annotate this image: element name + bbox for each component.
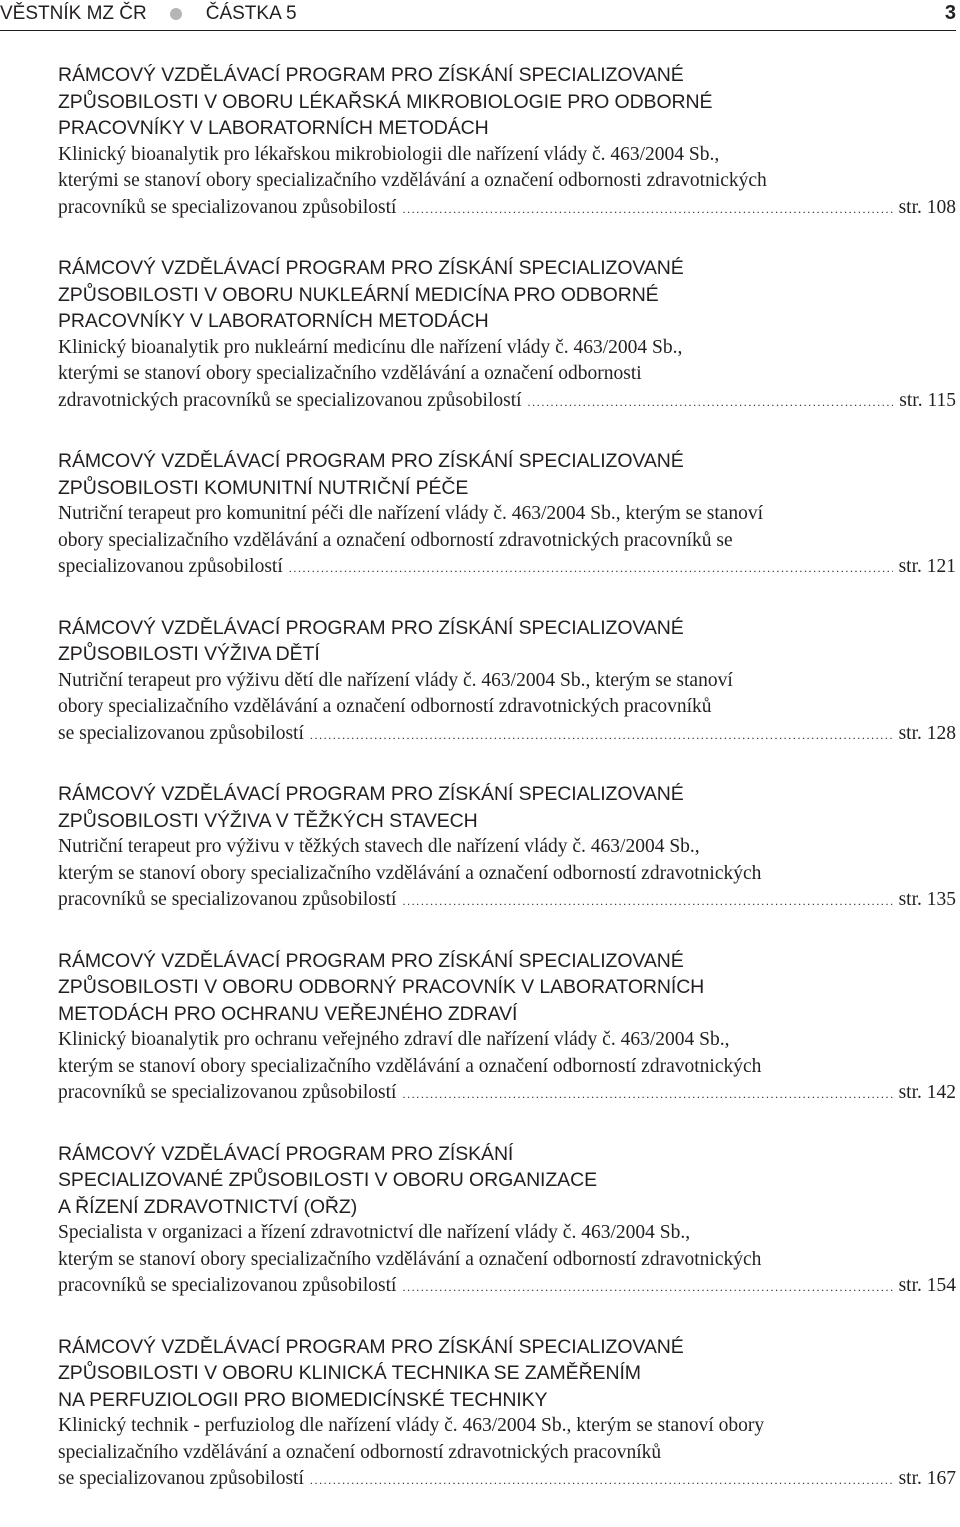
dot-leader <box>310 722 893 749</box>
entry-last-line <box>58 887 956 915</box>
entry-title-line: RÁMCOVÝ VZDĚLÁVACÍ PROGRAM PRO ZÍSKÁNÍ SPECIALIZOVANÉ <box>58 64 684 86</box>
toc-entry <box>58 1334 956 1494</box>
dot-leader <box>402 196 892 223</box>
toc-entry <box>58 1141 956 1301</box>
entry-last-line <box>58 1273 956 1301</box>
toc-entry <box>58 615 956 749</box>
dot-leader <box>402 1274 892 1301</box>
entry-description-line: specializačního vzdělávání a označení odborností zdravotnických pracovníků <box>58 1441 662 1463</box>
toc-entry <box>58 948 956 1108</box>
entry-description-line: kterým se stanoví obory specializačního vzdělávání a označení odborností zdravotnických <box>58 862 762 884</box>
dot-leader <box>528 389 894 416</box>
toc-entry <box>58 781 956 915</box>
page-header <box>0 0 956 31</box>
header-left <box>0 3 297 25</box>
entry-title-line: RÁMCOVÝ VZDĚLÁVACÍ PROGRAM PRO ZÍSKÁNÍ SPECIALIZOVANÉ <box>58 1335 684 1358</box>
entry-page-reference: str. 135 <box>898 889 956 910</box>
entry-description-line: Nutriční terapeut pro výživu v těžkých stavech dle nařízení vlády č. 463/2004 Sb., <box>58 836 700 857</box>
entry-description-line: Klinický bioanalytik pro lékařskou mikrobiologii dle nařízení vlády č. 463/2004 Sb., <box>58 143 720 165</box>
entry-description-end: specializovanou způsobilostí <box>58 556 283 577</box>
entry-description-line: Specialista v organizaci a řízení zdravotnictví dle nařízení vlády č. 463/2004 Sb., <box>58 1222 691 1243</box>
entry-description-end: se specializovanou způsobilostí <box>58 722 304 744</box>
entry-last-line <box>58 1466 956 1494</box>
entry-description-line: obory specializačního vzdělávání a označení odborností zdravotnických pracovníků se <box>58 529 733 551</box>
entry-description-line: Klinický bioanalytik pro ochranu veřejného zdraví dle nařízení vlády č. 463/2004 Sb., <box>58 1029 730 1050</box>
entry-title-line: PRACOVNÍKY V LABORATORNÍCH METODÁCH <box>58 310 489 332</box>
entry-title-line: ZPŮSOBILOSTI V OBORU KLINICKÁ TECHNIKA SE ZAMĚŘENÍM <box>58 1362 641 1384</box>
entry-last-line <box>58 1080 956 1108</box>
dot-leader <box>402 1081 892 1108</box>
entry-page-reference: str. 115 <box>899 389 956 411</box>
entry-title-line: RÁMCOVÝ VZDĚLÁVACÍ PROGRAM PRO ZÍSKÁNÍ SPECIALIZOVANÉ <box>58 257 684 279</box>
entry-description-line: kterým se stanoví obory specializačního vzdělávání a označení odborností zdravotnických <box>58 1248 762 1270</box>
entry-page-reference: str. 142 <box>898 1082 956 1103</box>
entry-page-reference: str. 121 <box>898 556 956 577</box>
table-of-contents <box>58 62 956 1527</box>
entry-description-line: kterými se stanoví obory specializačního vzdělávání a označení odbornosti zdravotnických <box>58 170 767 191</box>
dot-leader <box>310 1467 893 1494</box>
toc-entry <box>58 62 956 222</box>
entry-title-line: A ŘÍZENÍ ZDRAVOTNICTVÍ (OŘZ) <box>58 1195 358 1218</box>
bullet-dot-icon <box>170 8 182 20</box>
entry-title-line: PRACOVNÍKY V LABORATORNÍCH METODÁCH <box>58 117 489 139</box>
dot-leader <box>289 555 893 582</box>
issue-number: ČÁSTKA 5 <box>205 3 297 24</box>
entry-last-line <box>58 554 956 582</box>
entry-page-reference: str. 128 <box>898 722 956 744</box>
entry-description-line: Nutriční terapeut pro výživu dětí dle nařízení vlády č. 463/2004 Sb., kterým se stanoví <box>58 669 733 691</box>
entry-title-line: RÁMCOVÝ VZDĚLÁVACÍ PROGRAM PRO ZÍSKÁNÍ SPECIALIZOVANÉ <box>58 949 684 972</box>
entry-description-line: obory specializačního vzdělávání a označení odborností zdravotnických pracovníků <box>58 696 712 717</box>
entry-title-line: RÁMCOVÝ VZDĚLÁVACÍ PROGRAM PRO ZÍSKÁNÍ SPECIALIZOVANÉ <box>58 450 684 472</box>
entry-description-end: pracovníků se specializovanou způsobilostí <box>58 196 397 218</box>
entry-title-line: RÁMCOVÝ VZDĚLÁVACÍ PROGRAM PRO ZÍSKÁNÍ SPECIALIZOVANÉ <box>58 783 684 805</box>
dot-leader <box>402 888 892 915</box>
entry-title-line: ZPŮSOBILOSTI KOMUNITNÍ NUTRIČNÍ PÉČE <box>58 476 469 499</box>
entry-title-line: ZPŮSOBILOSTI V OBORU NUKLEÁRNÍ MEDICÍNA PRO ODBORNÉ <box>58 283 659 306</box>
entry-description-line: Klinický bioanalytik pro nukleární medicínu dle nařízení vlády č. 463/2004 Sb., <box>58 336 683 358</box>
entry-title-line: RÁMCOVÝ VZDĚLÁVACÍ PROGRAM PRO ZÍSKÁNÍ SPECIALIZOVANÉ <box>58 616 684 639</box>
entry-page-reference: str. 167 <box>898 1468 956 1489</box>
entry-title-line: METODÁCH PRO OCHRANU VEŘEJNÉHO ZDRAVÍ <box>58 1002 518 1025</box>
entry-description-end: pracovníků se specializovanou způsobilostí <box>58 1082 397 1103</box>
entry-description-line: Klinický technik - perfuziolog dle nařízení vlády č. 463/2004 Sb., kterým se stanoví obory <box>58 1415 765 1436</box>
entry-description-line: kterými se stanoví obory specializačního vzdělávání a označení odbornosti <box>58 363 642 384</box>
entry-description-end: se specializovanou způsobilostí <box>58 1468 304 1489</box>
header-page-number: 3 <box>944 2 956 24</box>
entry-title-line: SPECIALIZOVANÉ ZPŮSOBILOSTI V OBORU ORGANIZACE <box>58 1169 597 1191</box>
journal-name: VĚSTNÍK MZ ČR <box>0 3 147 24</box>
entry-title-line: ZPŮSOBILOSTI VÝŽIVA DĚTÍ <box>58 643 320 665</box>
entry-page-reference: str. 154 <box>898 1275 956 1296</box>
entry-title-line: RÁMCOVÝ VZDĚLÁVACÍ PROGRAM PRO ZÍSKÁNÍ <box>58 1142 514 1165</box>
entry-title-line: ZPŮSOBILOSTI V OBORU ODBORNÝ PRACOVNÍK V LABORATORNÍCH <box>58 976 705 998</box>
toc-entry <box>58 255 956 415</box>
entry-description-line: kterým se stanoví obory specializačního vzdělávání a označení odborností zdravotnických <box>58 1055 762 1077</box>
entry-last-line <box>58 388 956 416</box>
toc-entry <box>58 448 956 582</box>
entry-description-end: pracovníků se specializovanou způsobilostí <box>58 889 397 910</box>
entry-title-line: NA PERFUZIOLOGII PRO BIOMEDICÍNSKÉ TECHNIKY <box>58 1388 548 1411</box>
entry-last-line <box>58 195 956 223</box>
entry-description-line: Nutriční terapeut pro komunitní péči dle nařízení vlády č. 463/2004 Sb., kterým se stanoví <box>58 503 764 524</box>
entry-title-line: ZPŮSOBILOSTI V OBORU LÉKAŘSKÁ MIKROBIOLOGIE PRO ODBORNÉ <box>58 90 713 113</box>
entry-page-reference: str. 108 <box>898 196 956 218</box>
entry-description-end: zdravotnických pracovníků se specializovanou způsobilostí <box>58 389 522 411</box>
entry-description-end: pracovníků se specializovanou způsobilostí <box>58 1275 397 1296</box>
entry-last-line <box>58 721 956 749</box>
entry-title-line: ZPŮSOBILOSTI VÝŽIVA V TĚŽKÝCH STAVECH <box>58 809 478 832</box>
